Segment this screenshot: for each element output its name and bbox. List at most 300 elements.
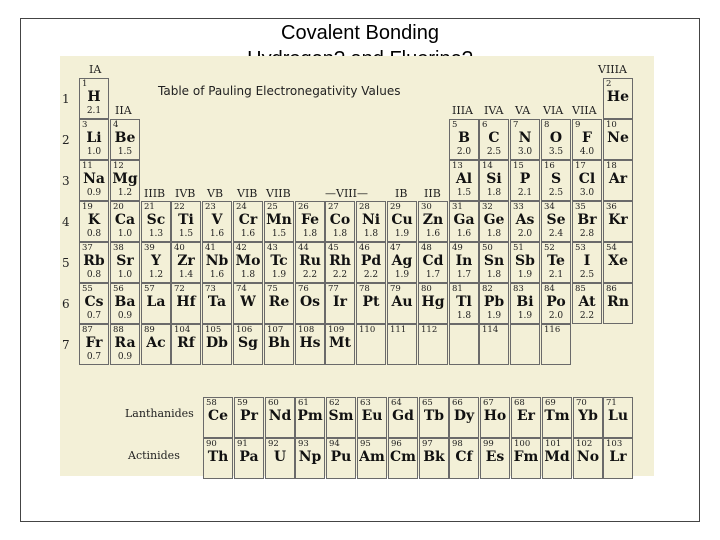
element-symbol: Xe (608, 253, 628, 269)
element-symbol: Cm (390, 449, 416, 465)
atomic-number: 36 (606, 202, 617, 212)
atomic-number: 64 (391, 398, 402, 408)
group-label: IB (395, 187, 408, 200)
atomic-number: 65 (422, 398, 433, 408)
element-symbol: Bk (423, 449, 445, 465)
electronegativity-value: 1.8 (363, 229, 379, 239)
element-symbol: Ca (114, 212, 136, 228)
element-cell-cr (233, 201, 263, 242)
element-symbol: P (519, 171, 531, 187)
atomic-number: 81 (452, 284, 463, 294)
element-symbol: Ru (299, 253, 321, 269)
element-cell-pb (479, 283, 509, 324)
atomic-number: 23 (205, 202, 216, 212)
element-cell-s (541, 160, 571, 201)
atomic-number: 57 (144, 284, 155, 294)
atomic-number: 6 (482, 120, 488, 130)
atomic-number: 72 (174, 284, 185, 294)
electronegativity-value: 1.8 (332, 229, 348, 239)
element-symbol: Ni (361, 212, 381, 228)
element-symbol: In (455, 253, 473, 269)
lanthanide-cell-eu (357, 397, 387, 438)
atomic-number: 109 (328, 325, 345, 335)
element-cell-zr (171, 242, 201, 283)
element-cell-ru (295, 242, 325, 283)
element-cell-112 (418, 324, 448, 365)
electronegativity-value: 0.9 (86, 188, 102, 198)
element-cell-empty (510, 324, 540, 365)
element-cell-as (510, 201, 540, 242)
element-symbol: Bh (267, 335, 290, 351)
atomic-number: 86 (606, 284, 617, 294)
atomic-number: 33 (513, 202, 524, 212)
element-cell-tl (449, 283, 479, 324)
atomic-number: 91 (237, 439, 248, 449)
atomic-number: 14 (482, 161, 493, 171)
element-cell-nb (202, 242, 232, 283)
atomic-number: 38 (113, 243, 124, 253)
element-cell-sr (110, 242, 140, 283)
atomic-number: 74 (236, 284, 247, 294)
atomic-number: 84 (544, 284, 555, 294)
atomic-number: 35 (575, 202, 586, 212)
element-cell-rn (603, 283, 633, 324)
element-cell-zn (418, 201, 448, 242)
electronegativity-value: 1.6 (240, 229, 256, 239)
element-cell-i (572, 242, 602, 283)
atomic-number: 53 (575, 243, 586, 253)
atomic-number: 80 (421, 284, 432, 294)
element-symbol: Bi (516, 294, 534, 310)
electronegativity-value: 3.5 (548, 147, 564, 157)
lanthanide-cell-ce (203, 397, 233, 438)
electronegativity-value: 1.5 (456, 188, 472, 198)
element-cell-c (479, 119, 509, 160)
actinide-cell-md (542, 438, 572, 479)
lanthanide-cell-nd (265, 397, 295, 438)
element-symbol: Es (485, 449, 505, 465)
element-symbol: Rf (177, 335, 195, 351)
element-symbol: Y (151, 253, 161, 269)
element-cell-rb (79, 242, 109, 283)
element-cell-116 (541, 324, 571, 365)
element-cell-he (603, 78, 633, 119)
atomic-number: 63 (360, 398, 371, 408)
atomic-number: 16 (544, 161, 555, 171)
atomic-number: 48 (421, 243, 432, 253)
atomic-number: 11 (82, 161, 93, 171)
element-cell-pt (356, 283, 386, 324)
atomic-number: 76 (298, 284, 309, 294)
electronegativity-value: 1.6 (425, 229, 441, 239)
element-cell-ir (325, 283, 355, 324)
element-cell-sg (233, 324, 263, 365)
atomic-number: 47 (390, 243, 401, 253)
atomic-number: 94 (329, 439, 340, 449)
element-symbol: Sc (146, 212, 166, 228)
element-symbol: Kr (608, 212, 628, 228)
element-cell-ac (141, 324, 171, 365)
element-symbol: Th (207, 449, 229, 465)
group-label: IIA (115, 104, 132, 117)
lanthanide-cell-ho (480, 397, 510, 438)
element-cell-be (110, 119, 140, 160)
element-symbol: Sg (238, 335, 258, 351)
element-cell-ag (387, 242, 417, 283)
element-symbol: Pu (330, 449, 352, 465)
element-cell-cd (418, 242, 448, 283)
atomic-number: 54 (606, 243, 617, 253)
element-symbol: Ar (608, 171, 628, 187)
electronegativity-value: 1.2 (117, 188, 133, 198)
electronegativity-value: 4.0 (579, 147, 595, 157)
element-cell-br (572, 201, 602, 242)
atomic-number: 67 (483, 398, 494, 408)
element-symbol: F (582, 130, 592, 146)
electronegativity-value: 1.6 (209, 270, 225, 280)
element-cell-p (510, 160, 540, 201)
element-symbol: Cf (455, 449, 473, 465)
element-symbol: Cl (578, 171, 596, 187)
atomic-number: 60 (268, 398, 279, 408)
atomic-number: 19 (82, 202, 93, 212)
element-cell-os (295, 283, 325, 324)
element-symbol: No (576, 449, 600, 465)
lanthanide-cell-pm (295, 397, 325, 438)
element-cell-f (572, 119, 602, 160)
element-cell-kr (603, 201, 633, 242)
atomic-number: 24 (236, 202, 247, 212)
element-cell-po (541, 283, 571, 324)
atomic-number: 56 (113, 284, 124, 294)
element-symbol: Tm (544, 408, 570, 424)
element-symbol: U (273, 449, 287, 465)
element-symbol: Tc (270, 253, 288, 269)
atomic-number: 112 (421, 325, 438, 335)
electronegativity-value: 3.0 (579, 188, 595, 198)
actinide-cell-u (265, 438, 295, 479)
element-symbol: Rh (329, 253, 351, 269)
element-cell-mg (110, 160, 140, 201)
electronegativity-value: 1.3 (148, 229, 164, 239)
electronegativity-value: 2.5 (548, 188, 564, 198)
atomic-number: 68 (514, 398, 525, 408)
element-symbol: Sm (328, 408, 354, 424)
element-symbol: Dy (453, 408, 475, 424)
electronegativity-value: 2.0 (456, 147, 472, 157)
lanthanide-cell-gd (388, 397, 418, 438)
element-cell-mt (325, 324, 355, 365)
element-cell-in (449, 242, 479, 283)
atomic-number: 42 (236, 243, 247, 253)
element-symbol: Ga (453, 212, 475, 228)
atomic-number: 44 (298, 243, 309, 253)
electronegativity-value: 1.2 (148, 270, 164, 280)
atomic-number: 79 (390, 284, 401, 294)
electronegativity-value: 1.7 (456, 270, 472, 280)
actinide-cell-bk (419, 438, 449, 479)
element-symbol: At (578, 294, 596, 310)
electronegativity-value: 2.5 (486, 147, 502, 157)
element-cell-ca (110, 201, 140, 242)
atomic-number: 55 (82, 284, 93, 294)
element-symbol: Md (544, 449, 570, 465)
atomic-number: 31 (452, 202, 463, 212)
element-cell-li (79, 119, 109, 160)
electronegativity-value: 1.8 (486, 188, 502, 198)
element-symbol: Am (359, 449, 385, 465)
atomic-number: 22 (174, 202, 185, 212)
element-symbol: Ta (207, 294, 227, 310)
atomic-number: 4 (113, 120, 119, 130)
element-cell-fe (295, 201, 325, 242)
element-symbol: Be (114, 130, 136, 146)
lanthanide-cell-tb (419, 397, 449, 438)
atomic-number: 17 (575, 161, 586, 171)
element-cell-te (541, 242, 571, 283)
element-symbol: Fr (85, 335, 103, 351)
lanthanide-cell-pr (234, 397, 264, 438)
group-label: VIIB (266, 187, 291, 200)
actinide-cell-np (295, 438, 325, 479)
element-symbol: Np (298, 449, 322, 465)
actinides-label: Actinides (128, 449, 180, 462)
electronegativity-value: 0.8 (86, 229, 102, 239)
element-cell-rh (325, 242, 355, 283)
atomic-number: 111 (390, 325, 407, 335)
electronegativity-value: 1.5 (178, 229, 194, 239)
atomic-number: 97 (422, 439, 433, 449)
element-symbol: Sn (483, 253, 505, 269)
electronegativity-value: 1.9 (394, 229, 410, 239)
element-cell-au (387, 283, 417, 324)
actinide-cell-pu (326, 438, 356, 479)
element-cell-la (141, 283, 171, 324)
atomic-number: 83 (513, 284, 524, 294)
element-symbol: Pr (240, 408, 258, 424)
element-cell-xe (603, 242, 633, 283)
element-cell-na (79, 160, 109, 201)
period-number: 7 (62, 338, 70, 352)
electronegativity-value: 0.9 (117, 311, 133, 321)
atomic-number: 30 (421, 202, 432, 212)
element-symbol: Nb (205, 253, 229, 269)
element-cell-ba (110, 283, 140, 324)
electronegativity-value: 1.9 (517, 270, 533, 280)
element-symbol: Al (455, 171, 473, 187)
element-symbol: Ne (607, 130, 629, 146)
atomic-number: 82 (482, 284, 493, 294)
period-number: 3 (62, 174, 70, 188)
atomic-number: 114 (482, 325, 499, 335)
element-symbol: Cs (84, 294, 104, 310)
atomic-number: 21 (144, 202, 155, 212)
element-cell-hf (171, 283, 201, 324)
atomic-number: 107 (267, 325, 284, 335)
element-cell-cs (79, 283, 109, 324)
element-symbol: Pb (483, 294, 505, 310)
electronegativity-value: 1.9 (394, 270, 410, 280)
element-symbol: Mo (235, 253, 261, 269)
element-symbol: Pd (360, 253, 382, 269)
electronegativity-value: 0.7 (86, 352, 102, 362)
atomic-number: 62 (329, 398, 340, 408)
electronegativity-value: 2.4 (548, 229, 564, 239)
element-symbol: Pt (362, 294, 380, 310)
element-symbol: Ir (333, 294, 347, 310)
lanthanide-cell-er (511, 397, 541, 438)
electronegativity-value: 2.1 (548, 270, 564, 280)
period-number: 6 (62, 297, 70, 311)
element-cell-sb (510, 242, 540, 283)
element-cell-ne (603, 119, 633, 160)
lanthanide-cell-lu (603, 397, 633, 438)
element-symbol: O (549, 130, 563, 146)
element-symbol: Sr (116, 253, 134, 269)
element-cell-bh (264, 324, 294, 365)
element-cell-db (202, 324, 232, 365)
atomic-number: 104 (174, 325, 191, 335)
atomic-number: 102 (576, 439, 593, 449)
element-symbol: Hg (421, 294, 445, 310)
element-symbol: Nd (268, 408, 292, 424)
element-cell-k (79, 201, 109, 242)
electronegativity-value: 2.2 (302, 270, 318, 280)
electronegativity-value: 1.5 (271, 229, 287, 239)
actinide-cell-am (357, 438, 387, 479)
element-cell-mn (264, 201, 294, 242)
period-number: 5 (62, 256, 70, 270)
atomic-number: 26 (298, 202, 309, 212)
element-cell-sc (141, 201, 171, 242)
atomic-number: 25 (267, 202, 278, 212)
element-symbol: V (211, 212, 223, 228)
atomic-number: 50 (482, 243, 493, 253)
actinide-cell-es (480, 438, 510, 479)
element-cell-co (325, 201, 355, 242)
period-number: 4 (62, 215, 70, 229)
atomic-number: 20 (113, 202, 124, 212)
actinide-cell-cm (388, 438, 418, 479)
atomic-number: 5 (452, 120, 458, 130)
atomic-number: 28 (359, 202, 370, 212)
element-symbol: Ag (391, 253, 413, 269)
electronegativity-value: 1.0 (117, 229, 133, 239)
electronegativity-value: 0.9 (117, 352, 133, 362)
atomic-number: 32 (482, 202, 493, 212)
element-cell-ga (449, 201, 479, 242)
element-cell-n (510, 119, 540, 160)
lanthanide-cell-tm (542, 397, 572, 438)
atomic-number: 105 (205, 325, 222, 335)
element-cell-o (541, 119, 571, 160)
electronegativity-value: 1.9 (486, 311, 502, 321)
group-label: IIIA (452, 104, 473, 117)
element-symbol: Fe (300, 212, 320, 228)
element-cell-h (79, 78, 109, 119)
element-cell-mo (233, 242, 263, 283)
electronegativity-value: 2.1 (517, 188, 533, 198)
element-cell-empty (449, 324, 479, 365)
element-symbol: Rn (607, 294, 629, 310)
group-label: VIB (237, 187, 258, 200)
element-symbol: Pa (239, 449, 259, 465)
element-symbol: Mn (266, 212, 292, 228)
atomic-number: 71 (606, 398, 617, 408)
electronegativity-value: 1.6 (209, 229, 225, 239)
atomic-number: 34 (544, 202, 555, 212)
element-symbol: Mt (329, 335, 351, 351)
group-label: VIIA (572, 104, 597, 117)
element-symbol: Db (206, 335, 228, 351)
atomic-number: 51 (513, 243, 524, 253)
element-cell-cl (572, 160, 602, 201)
atomic-number: 89 (144, 325, 155, 335)
atomic-number: 10 (606, 120, 617, 130)
element-symbol: As (515, 212, 535, 228)
element-cell-ti (171, 201, 201, 242)
element-symbol: Ac (146, 335, 166, 351)
atomic-number: 99 (483, 439, 494, 449)
lanthanide-cell-sm (326, 397, 356, 438)
actinide-cell-cf (449, 438, 479, 479)
element-symbol: Ba (114, 294, 136, 310)
atomic-number: 27 (328, 202, 339, 212)
element-symbol: Li (86, 130, 102, 146)
element-symbol: Tl (456, 294, 472, 310)
element-symbol: Po (546, 294, 566, 310)
atomic-number: 2 (606, 79, 612, 89)
atomic-number: 45 (328, 243, 339, 253)
atomic-number: 103 (606, 439, 623, 449)
element-symbol: W (240, 294, 256, 310)
element-symbol: Br (577, 212, 597, 228)
group-label: IA (89, 63, 102, 76)
element-symbol: I (583, 253, 591, 269)
group-label: IIB (424, 187, 441, 200)
electronegativity-value: 2.2 (332, 270, 348, 280)
element-cell-ra (110, 324, 140, 365)
element-symbol: Co (329, 212, 351, 228)
atomic-number: 58 (206, 398, 217, 408)
element-symbol: Ra (114, 335, 136, 351)
electronegativity-value: 1.0 (86, 147, 102, 157)
element-symbol: Sb (515, 253, 535, 269)
element-symbol: He (606, 89, 630, 105)
atomic-number: 9 (575, 120, 581, 130)
atomic-number: 40 (174, 243, 185, 253)
element-symbol: Cr (238, 212, 258, 228)
element-symbol: Rb (83, 253, 105, 269)
element-symbol: Fm (513, 449, 539, 465)
electronegativity-value: 1.8 (456, 311, 472, 321)
actinide-cell-pa (234, 438, 264, 479)
element-cell-se (541, 201, 571, 242)
atomic-number: 61 (298, 398, 309, 408)
atomic-number: 13 (452, 161, 463, 171)
atomic-number: 43 (267, 243, 278, 253)
actinide-cell-lr (603, 438, 633, 479)
element-cell-cu (387, 201, 417, 242)
electronegativity-value: 2.0 (517, 229, 533, 239)
element-symbol: Hs (299, 335, 321, 351)
electronegativity-value: 1.8 (302, 229, 318, 239)
element-symbol: N (518, 130, 532, 146)
atomic-number: 90 (206, 439, 217, 449)
electronegativity-value: 1.5 (117, 147, 133, 157)
group-label: IIIB (144, 187, 166, 200)
element-cell-sn (479, 242, 509, 283)
